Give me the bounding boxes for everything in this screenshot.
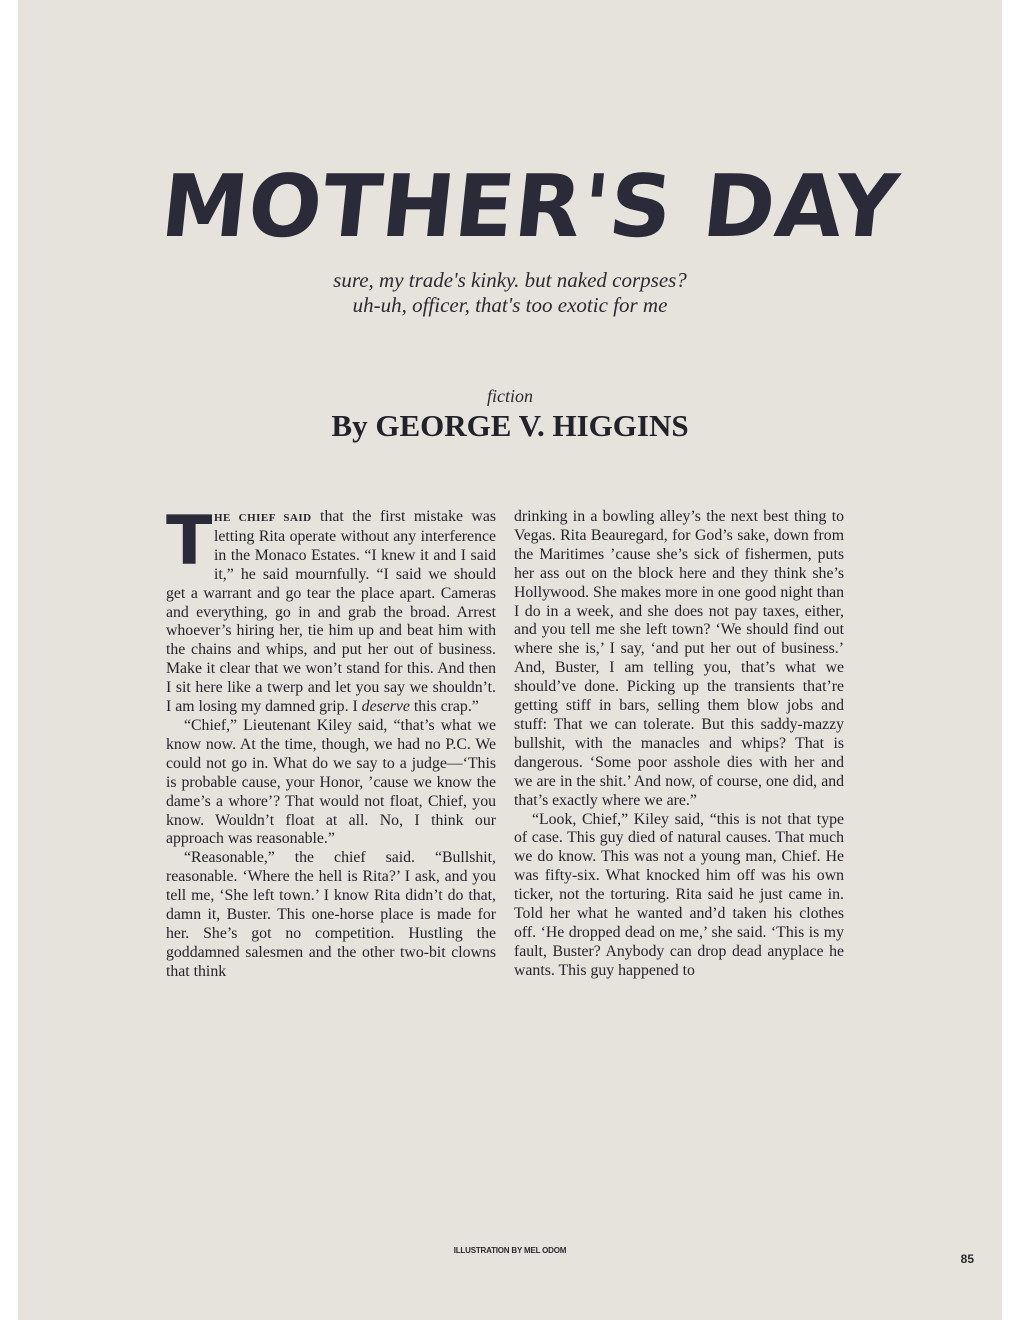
dek-line-2: uh-uh, officer, that's too exotic for me bbox=[352, 293, 668, 317]
illustration-credit: ILLUSTRATION BY MEL ODOM bbox=[453, 1246, 567, 1255]
paragraph: “Look, Chief,” Kiley said, “this is not that type of case. This guy died of natural causes. That much we do know. This was not a young man, Chief. He was fifty-six. What knocked him off was his own ticker, not the torturing. Rita said he just came in. Told her what he wanted and’d taken his clothes off. ‘He dropped dead on me,’ she said. ‘This is my fault, Buster? Anybody can drop dead anyplace he wants. This guy happened to bbox=[514, 810, 844, 979]
paragraph bbox=[166, 502, 496, 717]
text-column-2 bbox=[514, 508, 844, 981]
byline: By GEORGE V. HIGGINS bbox=[331, 408, 689, 443]
paragraph-text-end: this crap.” bbox=[409, 698, 479, 716]
text-column-1 bbox=[166, 502, 496, 982]
paragraph: “Reasonable,” the chief said. “Bullshit, reasonable. ‘Where the hell is Rita?’ I ask, and you tell me, ‘She left town.’ I know Rita didn’t do that, damn it, Buster. This one-horse place is made for her. She’s got no competition. Hustling the goddamned salesmen and the other two-bit clowns that think bbox=[166, 849, 496, 980]
page-number: 85 bbox=[960, 1252, 974, 1266]
story-dek bbox=[218, 268, 802, 318]
drop-cap: T bbox=[166, 502, 213, 581]
magazine-page bbox=[18, 0, 1002, 1320]
emphasis-text: deserve bbox=[361, 698, 410, 716]
dek-line-1: sure, my trade's kinky. but naked corpses? bbox=[333, 268, 687, 292]
paragraph: drinking in a bowling alley’s the next best thing to Vegas. Rita Beauregard, for God’s sake, down from the Maritimes ’cause she’s sick of fishermen, puts her ass out on the block here and they think she’s Hollywood. She makes more in one good night than I do in a week, and she does not pay taxes, either, and you tell me she left town? ‘We should find out where she is,’ I say, ‘and put her out of business.’ And, Buster, I am telling you, that’s what we should’ve done. Picking up the transients that’re getting stiff in bars, selling them blow jobs and stuff: That we can tolerate. But this saddy-mazzy bullshit, with the manacles and whips? That is dangerous. ‘Some poor asshole dies with her and we are in the shit.’ And now, of course, one did, and that’s exactly where we are.” bbox=[514, 508, 844, 809]
paragraph-text: that the first mistake was letting Rita operate without any interference in the Monaco Estates. “I knew it and I said it,” he said mournfully. “I said we should get a warrant and go tear the place apart. Cameras and everything, go in and grab the broad. Arrest whoever’s hiring her, tie him up and beat him with the chains and whips, and put her out of business. Make it clear that we won’t stand for this. And then I sit here like a twerp and let you say we shouldn’t. I am losing my damned grip. I bbox=[166, 508, 496, 716]
paragraph: “Chief,” Lieutenant Kiley said, “that’s what we know now. At the time, though, we had no P.C. We could not go in. What do we say to a judge—‘This is probable cause, your Honor, ’cause we know the dame’s a whore’? That would not float, Chief, you know. Wouldn’t float at all. No, I think our approach was reasonable.” bbox=[166, 716, 496, 848]
story-title: MOTHER'S DAY bbox=[156, 152, 864, 262]
lead-in: HE CHIEF SAID bbox=[214, 512, 312, 524]
section-kicker: fiction bbox=[487, 386, 533, 406]
